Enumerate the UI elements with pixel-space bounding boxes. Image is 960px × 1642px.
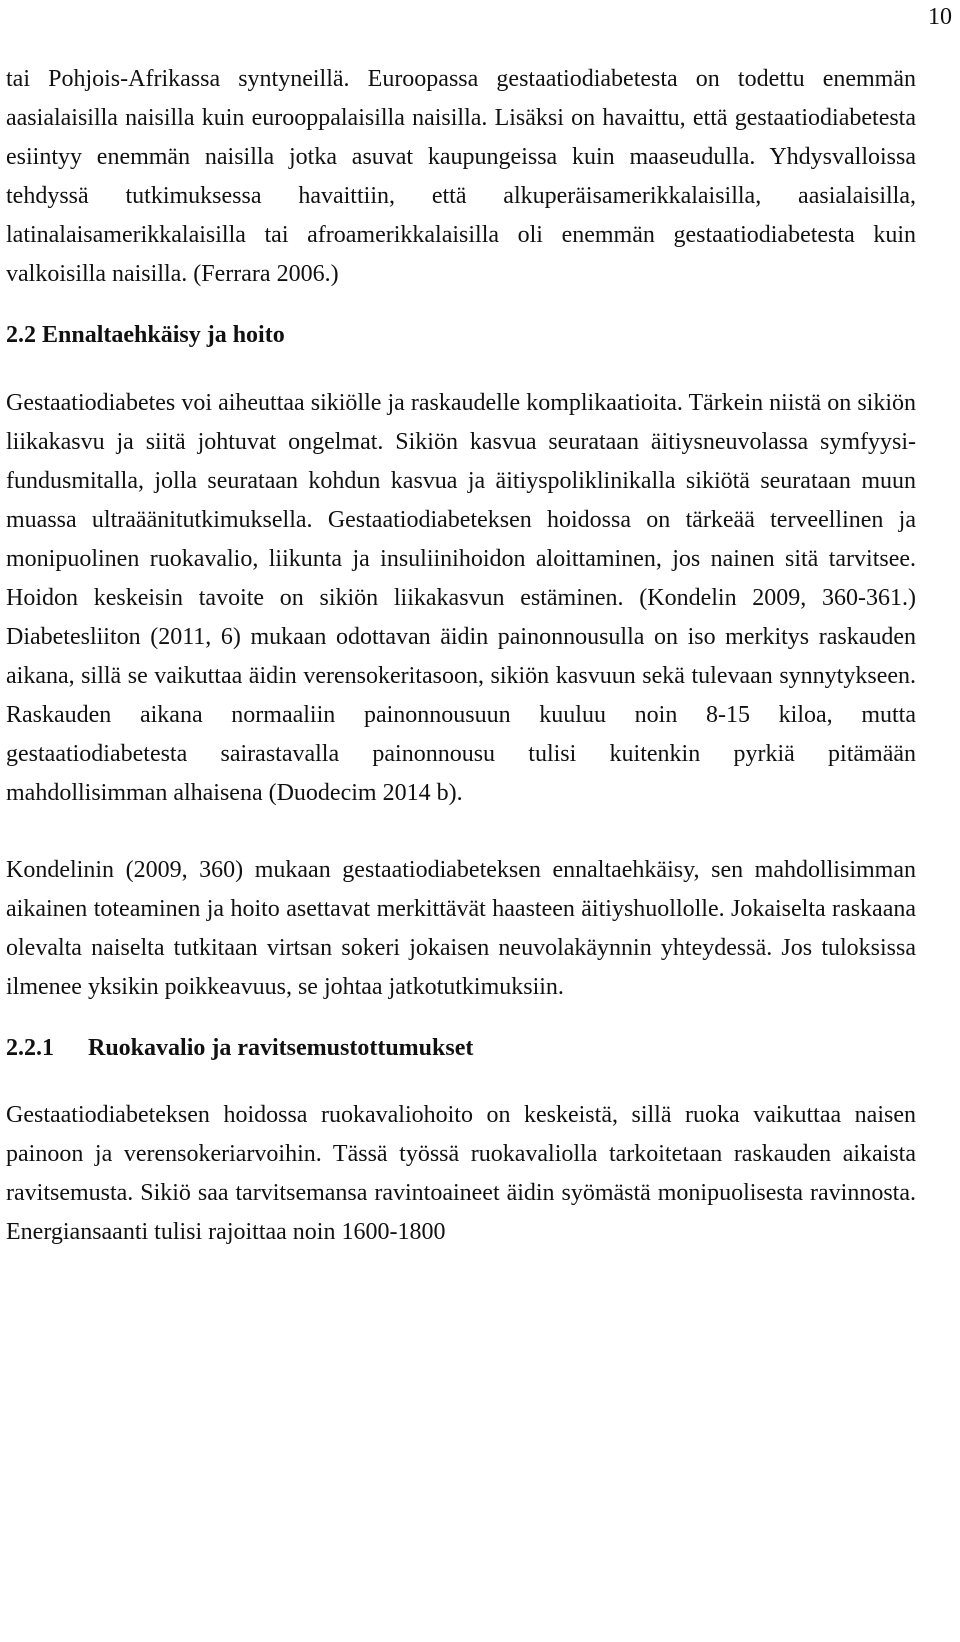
section-number: 2.2	[6, 322, 36, 348]
paragraph-ethnicity-prevalence: tai Pohjois-Afrikassa syntyneillä. Euroopassa gestaatiodiabetesta on todettu enemmän aasialaisilla naisilla kuin eurooppalaisilla naisilla. Lisäksi on havaittu, että gestaatiodiabetesta esiintyy enemmän naisilla jotka asuvat kaupungeissa kuin maaseudulla. Yhdysvalloissa tehdyssä tutkimuksessa havaittiin, että alkuperäisamerikkalaisilla, aasialaisilla, latinalaisamerikkalaisilla tai afroamerikkalaisilla oli enemmän gestaatiodiabetesta kuin valkoisilla naisilla. (Ferrara 2006.)	[6, 66, 916, 287]
subsection-number: 2.2.1	[6, 1035, 54, 1061]
section-heading-2-2	[6, 316, 916, 355]
section-title: Ennaltaehkäisy ja hoito	[42, 322, 285, 348]
paragraph-screening: Kondelinin (2009, 360) mukaan gestaatiodiabeteksen ennaltaehkäisy, sen mahdollisimman aikainen toteaminen ja hoito asettavat merkittävät haasteen äitiyshuollolle. Jokaiselta raskaana olevalta naiselta tutkitaan virtsan sokeri jokaisen neuvolakäynnin yhteydessä. Jos tuloksissa ilmenee yksikin poikkeavuus, se johtaa jatkotutkimuksiin.	[6, 857, 916, 1000]
paragraph-diet: Gestaatiodiabeteksen hoidossa ruokavaliohoito on keskeistä, sillä ruoka vaikuttaa naisen painoon ja verensokeriarvoihin. Tässä työssä ruokavaliolla tarkoitetaan raskauden aikaista ravitsemusta. Sikiö saa tarvitsemansa ravintoaineet äidin syömästä monipuolisesta ravinnosta. Energiansaanti tulisi rajoittaa noin 1600-1800	[6, 1102, 916, 1245]
page-number: 10	[928, 4, 952, 30]
paragraph-prevention-treatment: Gestaatiodiabetes voi aiheuttaa sikiölle ja raskaudelle komplikaatioita. Tärkein niistä on sikiön liikakasvu ja siitä johtuvat ongelmat. Sikiön kasvua seurataan äitiysneuvolassa symfyysi-fundusmitalla, jolla seurataan kohdun kasvua ja äitiyspoliklinikalla sikiötä seurataan muun muassa ultraäänitutkimuksella. Gestaatiodiabeteksen hoidossa on tärkeää terveellinen ja monipuolinen ruokavalio, liikunta ja insuliinihoidon aloittaminen, jos nainen sitä tarvitsee. Hoidon keskeisin tavoite on sikiön liikakasvun estäminen. (Kondelin 2009, 360-361.) Diabetesliiton (2011, 6) mukaan odottavan äidin painonnousulla on iso merkitys raskauden aikana, sillä se vaikuttaa äidin verensokeritasoon, sikiön kasvuun sekä tulevaan synnytykseen. Raskauden aikana normaaliin painonnousuun kuuluu noin 8-15 kiloa, mutta gestaatiodiabetesta sairastavalla painonnousu tulisi kuitenkin pyrkiä pitämään mahdollisimman alhaisena (Duodecim 2014 b).	[6, 390, 916, 806]
page-content	[6, 60, 916, 1252]
paragraph-spacer	[6, 813, 916, 851]
section-heading-2-2-1	[6, 1029, 916, 1068]
subsection-title: Ruokavalio ja ravitsemustottumukset	[88, 1035, 474, 1061]
